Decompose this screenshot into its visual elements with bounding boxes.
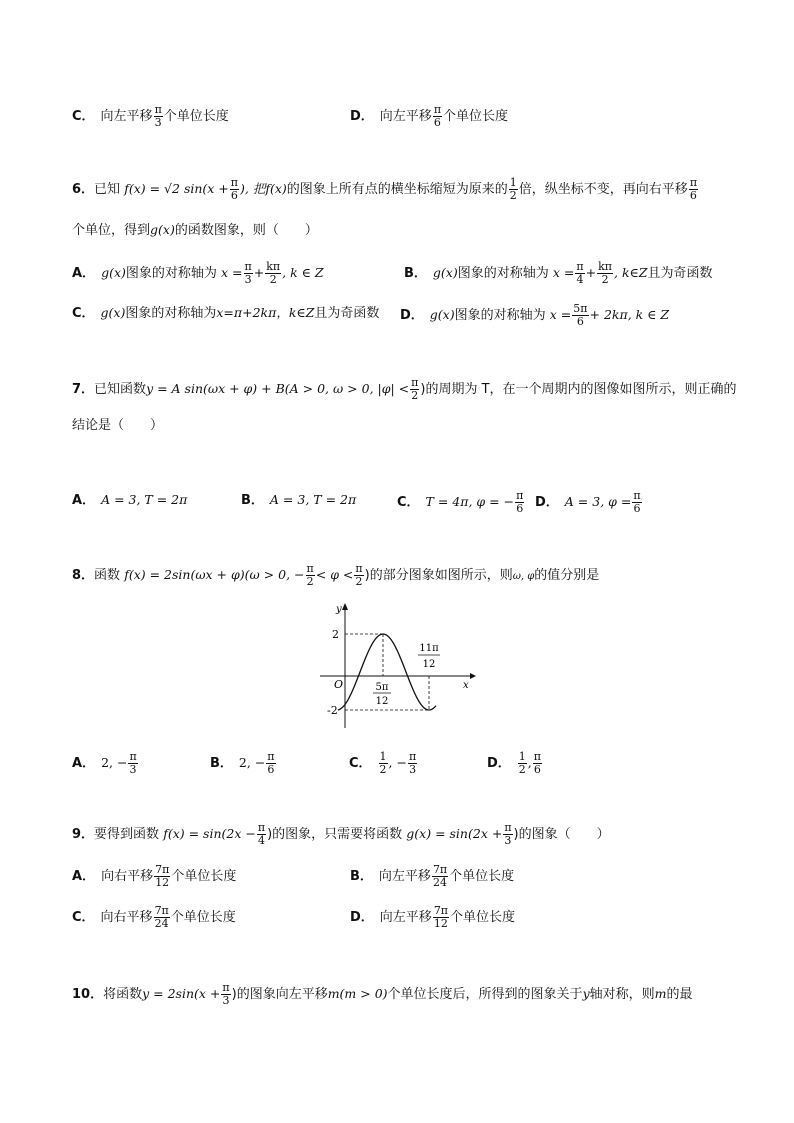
x-axis-label: x xyxy=(463,680,469,691)
q5-option-c: C． 向左平移 $\frac{\pi}{3}$ 个单位长度 xyxy=(72,103,229,129)
y-axis-label: y xyxy=(336,604,342,615)
q9-option-a: A． 向右平移 $\frac{7\pi}{12}$ 个单位长度 xyxy=(72,863,237,889)
q9-option-d: D． 向左平移 $\frac{7\pi}{12}$ 个单位长度 xyxy=(350,904,516,930)
q7-option-b: B． A = 3, T = 2π xyxy=(241,492,357,508)
x-tick-11pi-12-num: 11π xyxy=(419,643,439,654)
q8-stem: 8．函数 f(x) = 2sin(ωx + φ)(ω > 0, − $\frac{\pi}{2}$ < φ < $\frac{\pi}{2}$ )的部分图象如图所示，则ω, φ的值分别是 xyxy=(72,562,600,588)
y-tick-bottom: -2 xyxy=(327,704,338,717)
q6-option-d: D． g(x)图象的对称轴为 x = $\frac{5\pi}{6}$ + 2kπ, k ∈ Z xyxy=(400,302,670,328)
q9-stem: 9．要得到函数 f(x) = sin(2x − $\frac{\pi}{4}$ )的图象，只需要将函数 g(x) = sin(2x + $\frac{\pi}{3}$ )的图象（ ） xyxy=(72,821,610,847)
q8-sine-graph xyxy=(318,600,478,730)
q9-option-b: B． 向左平移 $\frac{7\pi}{24}$ 个单位长度 xyxy=(350,863,515,889)
q6-stem-line2: 个单位，得到g(x)的函数图象，则（ ） xyxy=(72,222,318,238)
q8-option-c: C． $\frac{1}{2}$ , − $\frac{\pi}{3}$ xyxy=(349,750,417,776)
q10-stem: 10．将函数y = 2sin(x + $\frac{\pi}{3}$ )的图象向左平移m(m > 0)个单位长度后，所得到的图象关于y轴对称，则m的最 xyxy=(72,981,693,1007)
q8-option-b: B． 2, − $\frac{\pi}{6}$ xyxy=(210,750,275,776)
q7-option-a: A． A = 3, T = 2π xyxy=(72,492,188,508)
x-tick-5pi-12-num: 5π xyxy=(375,682,389,693)
q5-option-d: D． 向左平移 $\frac{\pi}{6}$ 个单位长度 xyxy=(350,103,509,129)
y-tick-top: 2 xyxy=(332,628,339,641)
q6-option-c: C． g(x)图象的对称轴为x=π+2kπ，k∈Z且为奇函数 xyxy=(72,305,380,321)
q7-stem-line1: 7．已知函数y = A sin(ωx + φ) + B(A > 0, ω > 0, |φ| < $\frac{\pi}{2}$ )的周期为 T，在一个周期内的图像如图所示，则正确的 xyxy=(72,376,737,402)
q7-option-c: C． T = 4π, φ = − $\frac{\pi}{6}$ xyxy=(397,489,524,515)
q6-stem-line1: 6．已知 f(x) = √2 sin(x + $\frac{\pi}{6}$ ), 把f(x)的图象上所有点的横坐标缩短为原来的 $\frac{1}{2}$ 倍，纵坐标不变，再向右平移 $\frac{\pi}{6}$ xyxy=(72,176,698,202)
q9-option-c: C． 向右平移 $\frac{7\pi}{24}$ 个单位长度 xyxy=(72,904,236,930)
q6-option-b: B． g(x)图象的对称轴为 x = $\frac{\pi}{4}$ + $\frac{k\pi}{2}$ , k∈Z且为奇函数 xyxy=(404,260,713,286)
q6-option-a: A． g(x)图象的对称轴为 x = $\frac{\pi}{3}$ + $\frac{k\pi}{2}$ , k ∈ Z xyxy=(72,260,324,286)
x-tick-11pi-12-den: 12 xyxy=(422,659,436,670)
q7-stem-line2: 结论是（ ） xyxy=(72,418,164,433)
q8-option-a: A． 2, − $\frac{\pi}{3}$ xyxy=(72,750,137,776)
q7-option-d: D． A = 3, φ = $\frac{\pi}{6}$ xyxy=(535,489,641,515)
origin-label: O xyxy=(334,678,344,691)
y-axis-arrow xyxy=(342,603,348,610)
q8-option-d: D． $\frac{1}{2}$ , $\frac{\pi}{6}$ xyxy=(487,750,542,776)
x-axis-arrow xyxy=(470,673,476,679)
x-tick-5pi-12-den: 12 xyxy=(375,696,389,707)
